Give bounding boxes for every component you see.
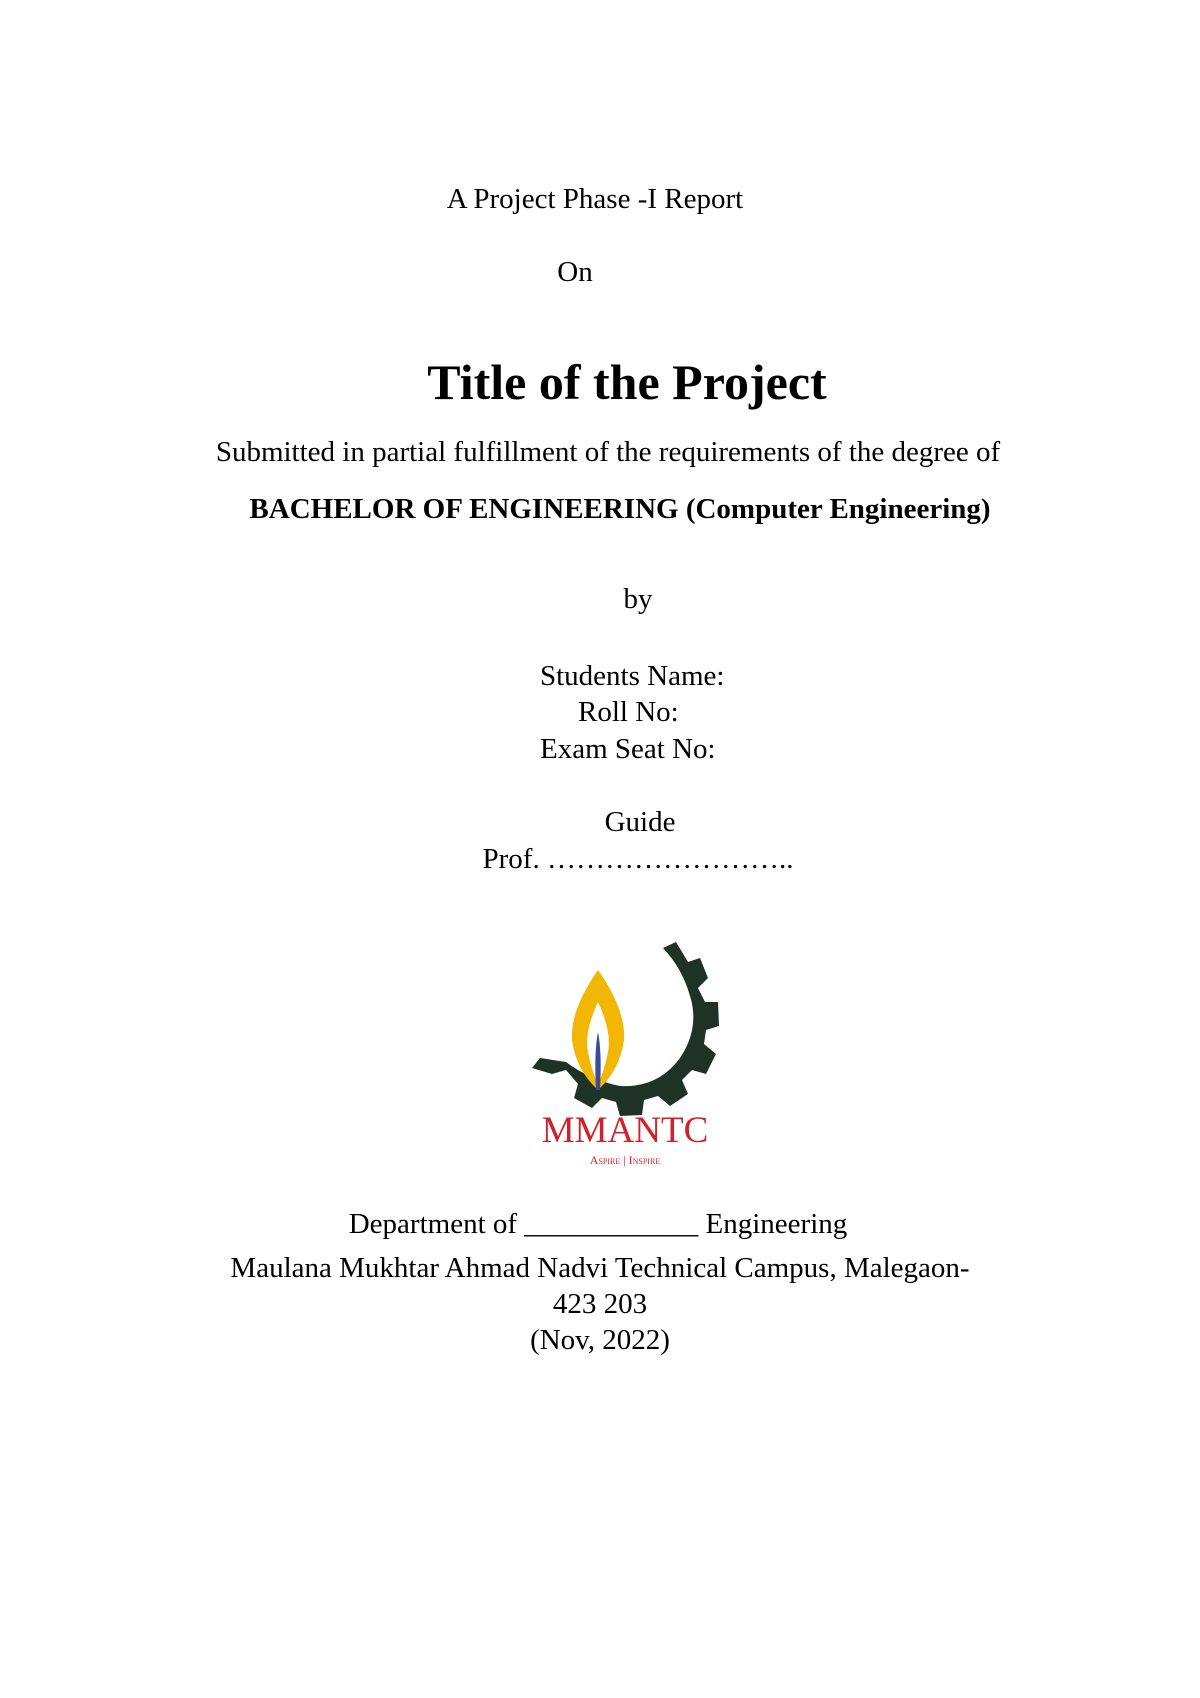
- roll-no-label: Roll No:: [578, 696, 679, 728]
- gear-icon: [532, 942, 719, 1116]
- campus-line-1: Maulana Mukhtar Ahmad Nadvi Technical Campus, Malegaon-: [230, 1252, 970, 1284]
- exam-seat-no-label: Exam Seat No:: [540, 733, 716, 765]
- report-on: On: [557, 256, 593, 288]
- logo-name: MMANTC: [541, 1110, 709, 1151]
- by-text: by: [623, 583, 653, 615]
- guide-label: Guide: [604, 806, 676, 838]
- students-name-label: Students Name:: [540, 660, 725, 692]
- report-date: (Nov, 2022): [530, 1324, 670, 1356]
- logo-tagline: Aspire | Inspire: [589, 1153, 661, 1167]
- mmantc-logo: [530, 940, 720, 1180]
- campus-line-2: 423 203: [552, 1288, 648, 1320]
- report-heading: A Project Phase -I Report: [446, 183, 744, 215]
- submitted-text: Submitted in partial fulfillment of the requirements of the degree of: [215, 436, 1001, 468]
- degree-text: BACHELOR OF ENGINEERING (Computer Engineering): [249, 493, 991, 525]
- guide-name: Prof. ……………………..: [482, 843, 794, 875]
- department-text: Department of ____________ Engineering: [348, 1208, 848, 1240]
- project-title: Title of the Project: [427, 354, 827, 410]
